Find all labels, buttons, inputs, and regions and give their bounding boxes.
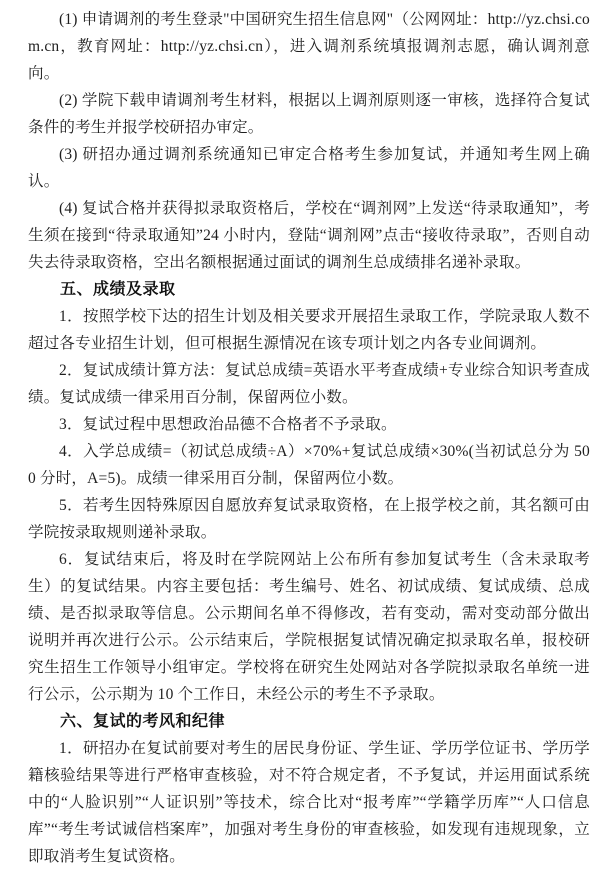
section-6-heading: 六、复试的考风和纪律	[60, 713, 226, 730]
clause-2-college-review: (2) 学院下载申请调剂考生材料，根据以上调剂原则逐一审核，选择符合复试条件的考生并报学校研招办审定。	[28, 92, 590, 136]
clause-4-admission-notice: (4) 复试合格并获得拟录取资格后，学校在“调剂网”上发送“待录取通知”，考生须在接到“待录取通知”24 小时内，登陆“调剂网”点击“接收待录取”，否则自动失去待录取资格，空出名额根据通过面试的调剂生总成绩排名递补录取。	[28, 200, 590, 271]
section-5-item-4: 4．入学总成绩=（初试总成绩÷A）×70%+复试总成绩×30%(当初试总分为 500 分时，A=5)。成绩一律采用百分制，保留两位小数。	[28, 443, 590, 487]
section-5-item-3: 3．复试过程中思想政治品德不合格者不予录取。	[59, 416, 397, 433]
section-5-heading: 五、成绩及录取	[60, 281, 176, 298]
section-6-item-1: 1．研招办在复试前要对考生的居民身份证、学生证、学历学位证书、学历学籍核验结果等进行严格审查核验，对不符合规定者，不予复试，并运用面试系统中的“人脸识别”“人证识别”等技术，综合比对“报考库”“学籍学历库”“人口信息库”“考生考试诚信档案库”，加强对考生身份的审查核验，如发现有违规现象，立即取消考生复试资格。	[28, 740, 590, 865]
section-5-item-2: 2．复试成绩计算方法：复试总成绩=英语水平考查成绩+专业综合知识考查成绩。复试成绩一律采用百分制，保留两位小数。	[28, 362, 590, 406]
clause-3-notify-candidates: (3) 研招办通过调剂系统通知已审定合格考生参加复试，并通知考生网上确认。	[28, 146, 590, 190]
section-5-item-6: 6．复试结束后，将及时在学院网站上公布所有参加复试考生（含未录取考生）的复试结果。内容主要包括：考生编号、姓名、初试成绩、复试成绩、总成绩、是否拟录取等信息。公示期间名单不得修改，若有变动，需对变动部分做出说明并再次进行公示。公示结束后，学院根据复试情况确定拟录取名单，报校研究生招生工作领导小组审定。学校将在研究生处网站对各学院拟录取名单统一进行公示，公示期为 10 个工作日，未经公示的考生不予录取。	[28, 551, 590, 703]
section-5-item-1: 1．按照学校下达的招生计划及相关要求开展招生录取工作，学院录取人数不超过各专业招生计划，但可根据生源情况在该专项计划之内各专业间调剂。	[28, 308, 590, 352]
clause-1-apply-tiaoji: (1) 申请调剂的考生登录"中国研究生招生信息网"（公网网址：http://yz.chsi.com.cn，教育网址：http://yz.chsi.cn），进入调剂系统填报调剂志愿，确认调剂意向。	[28, 11, 590, 82]
section-5-item-5: 5．若考生因特殊原因自愿放弃复试录取资格，在上报学校之前，其名额可由学院按录取规则递补录取。	[28, 497, 590, 541]
